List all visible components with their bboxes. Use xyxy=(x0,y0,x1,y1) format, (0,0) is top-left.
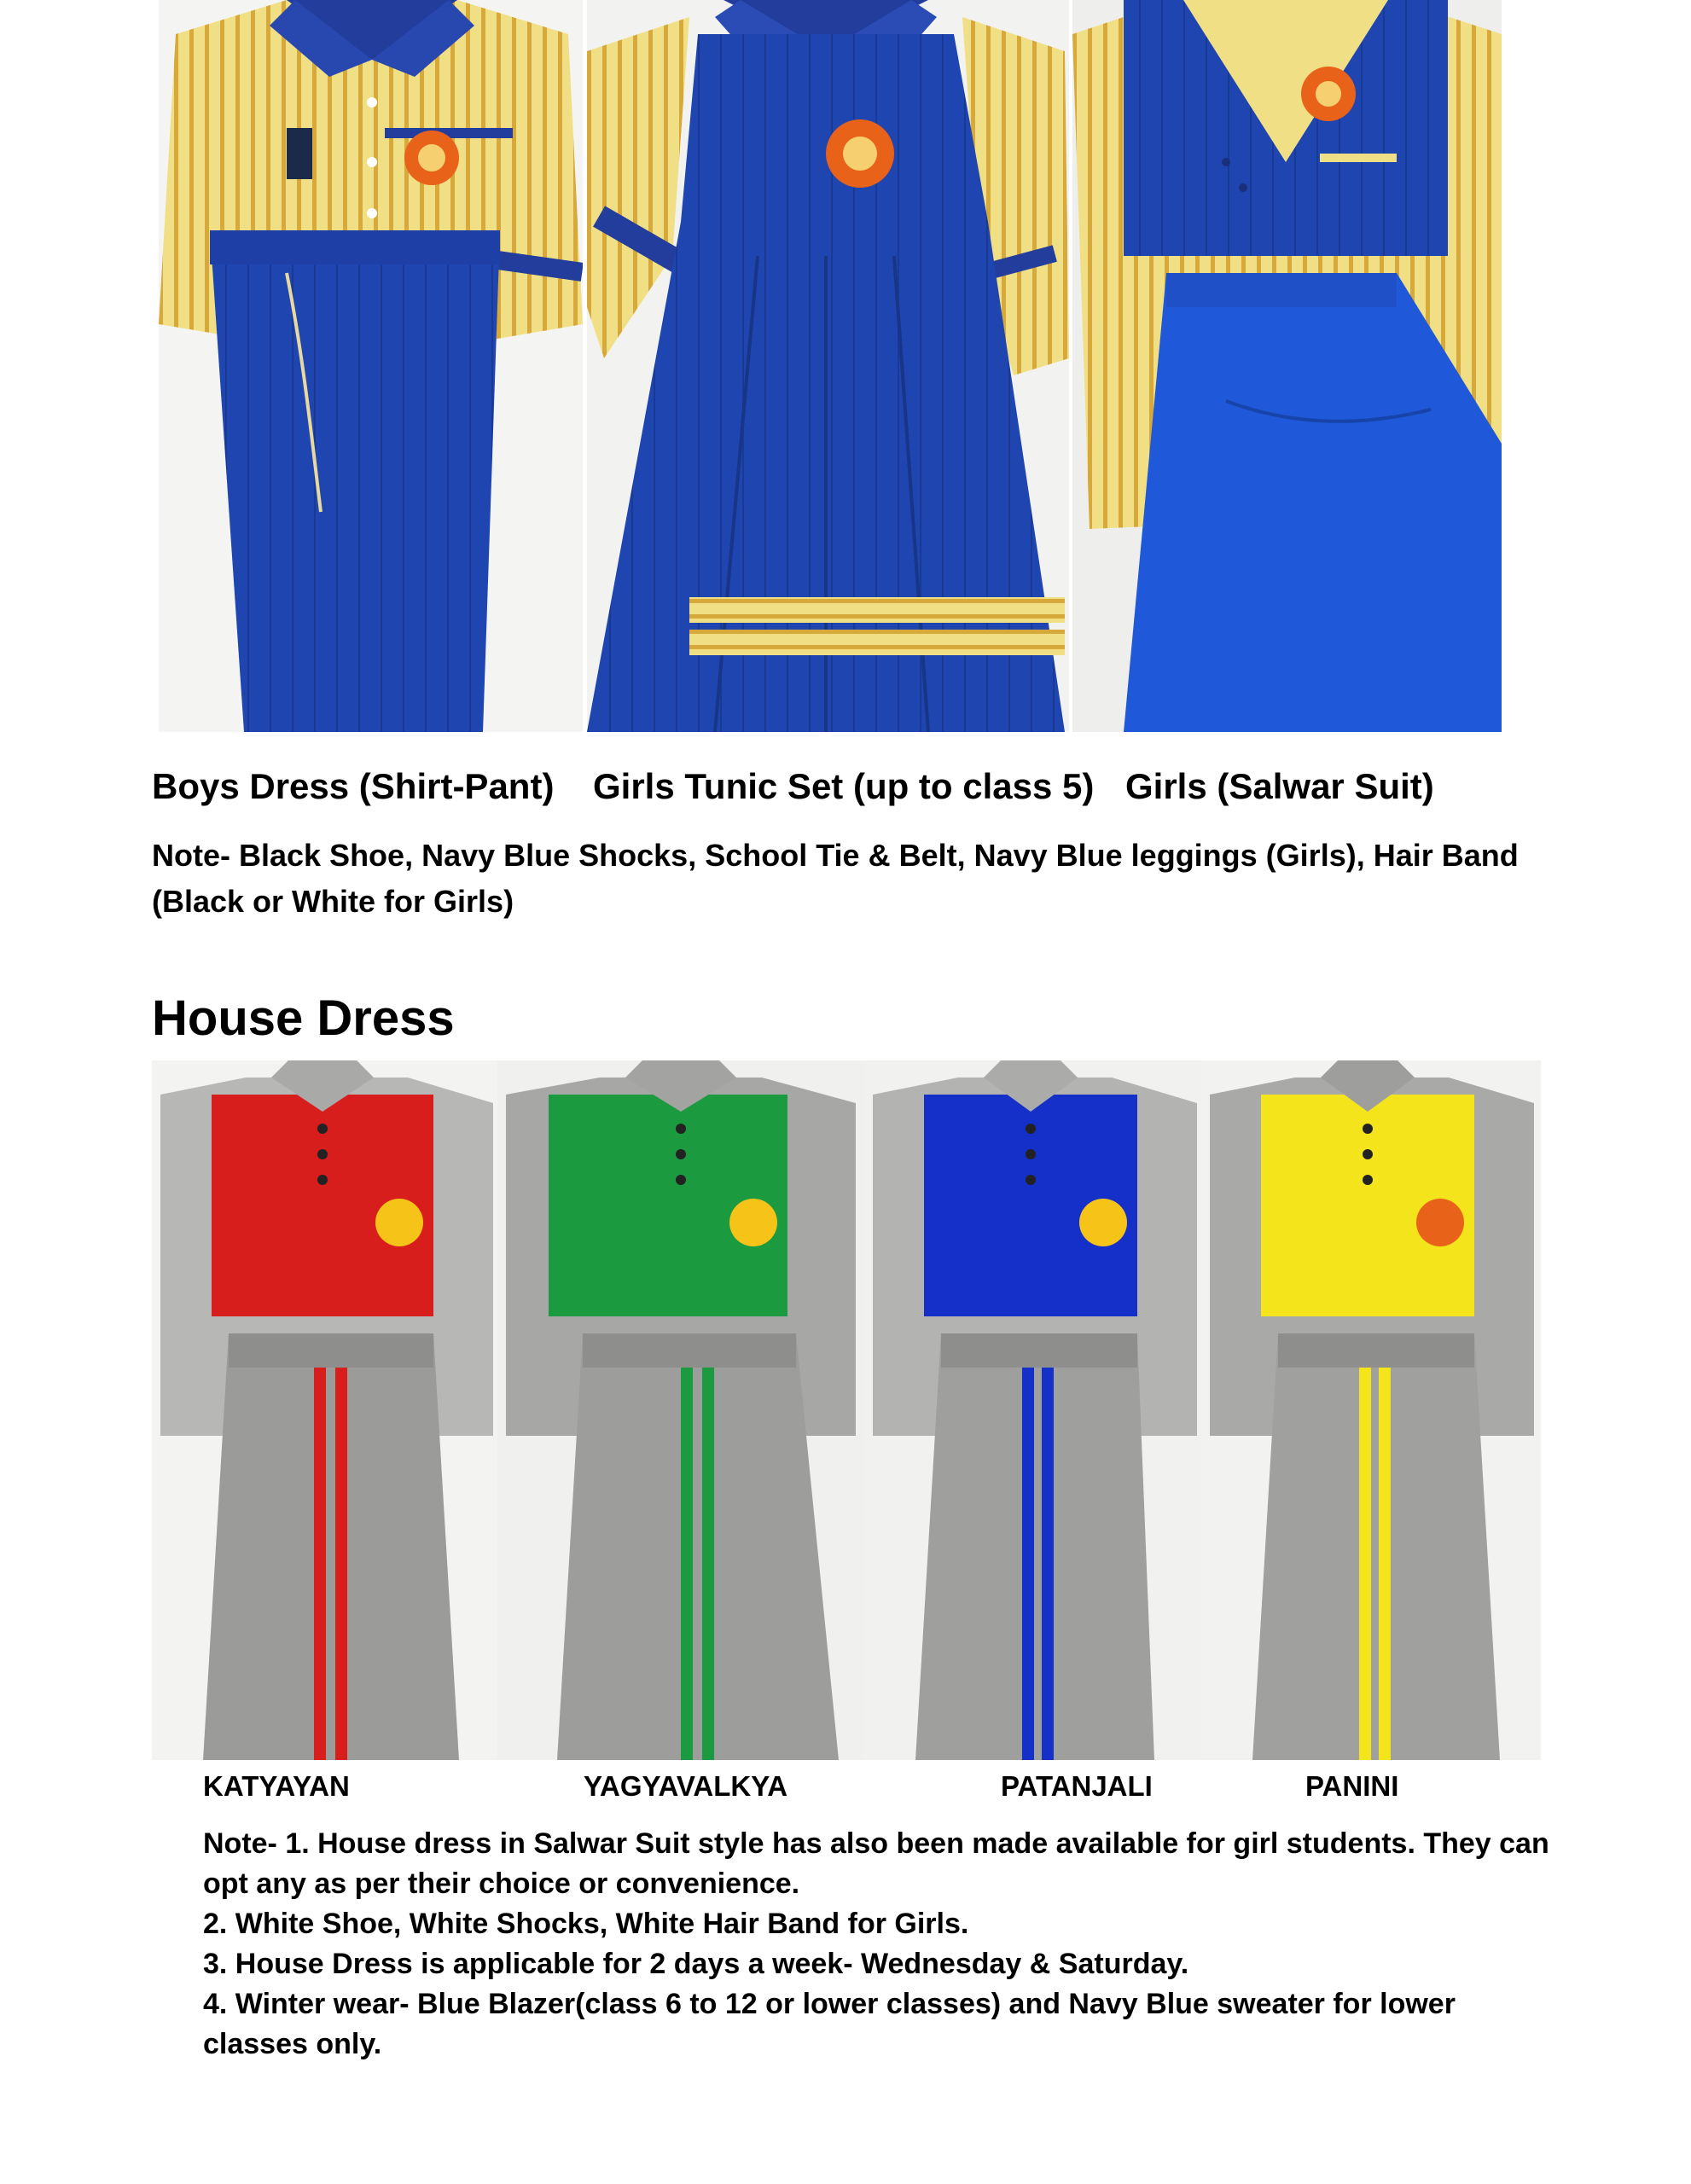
caption-girls-tunic: Girls Tunic Set (up to class 5) xyxy=(593,766,1095,806)
house-label-yagyavalkya: YAGYAVALKYA xyxy=(584,1770,788,1802)
house-note-3: 3. House Dress is applicable for 2 days a week- Wednesday & Saturday. xyxy=(203,1948,1189,1980)
girls-salwar-suit-photo xyxy=(1072,0,1502,732)
boys-shirt-pant-photo xyxy=(159,0,583,732)
house-note-2: 2. White Shoe, White Shocks, White Hair Band for Girls. xyxy=(203,1908,969,1940)
house-dress-notes xyxy=(203,1824,1568,2065)
panini-house-photo xyxy=(1201,1060,1541,1760)
patanjali-house-photo xyxy=(864,1060,1201,1760)
house-label-katyayan: KATYAYAN xyxy=(203,1770,350,1802)
uniform-note: Note- Black Shoe, Navy Blue Shocks, School Tie & Belt, Navy Blue leggings (Girls), Hair Band (Black or White for Girls) xyxy=(152,838,1519,919)
house-note-1: Note- 1. House dress in Salwar Suit style has also been made available for girl students. They can opt any as per their choice or convenience. xyxy=(203,1827,1549,1900)
yagyavalkya-house-photo xyxy=(497,1060,864,1760)
house-dress-heading: House Dress xyxy=(152,990,455,1046)
house-label-panini: PANINI xyxy=(1305,1770,1399,1802)
katyayan-house-photo xyxy=(152,1060,497,1760)
caption-girls-salwar: Girls (Salwar Suit) xyxy=(1125,766,1434,806)
caption-boys-dress: Boys Dress (Shirt-Pant) xyxy=(152,766,555,806)
girls-tunic-photo xyxy=(587,0,1069,732)
house-label-patanjali: PATANJALI xyxy=(1001,1770,1153,1802)
house-note-4: 4. Winter wear- Blue Blazer(class 6 to 12 or lower classes) and Navy Blue sweater for lower classes only. xyxy=(203,1988,1456,2060)
